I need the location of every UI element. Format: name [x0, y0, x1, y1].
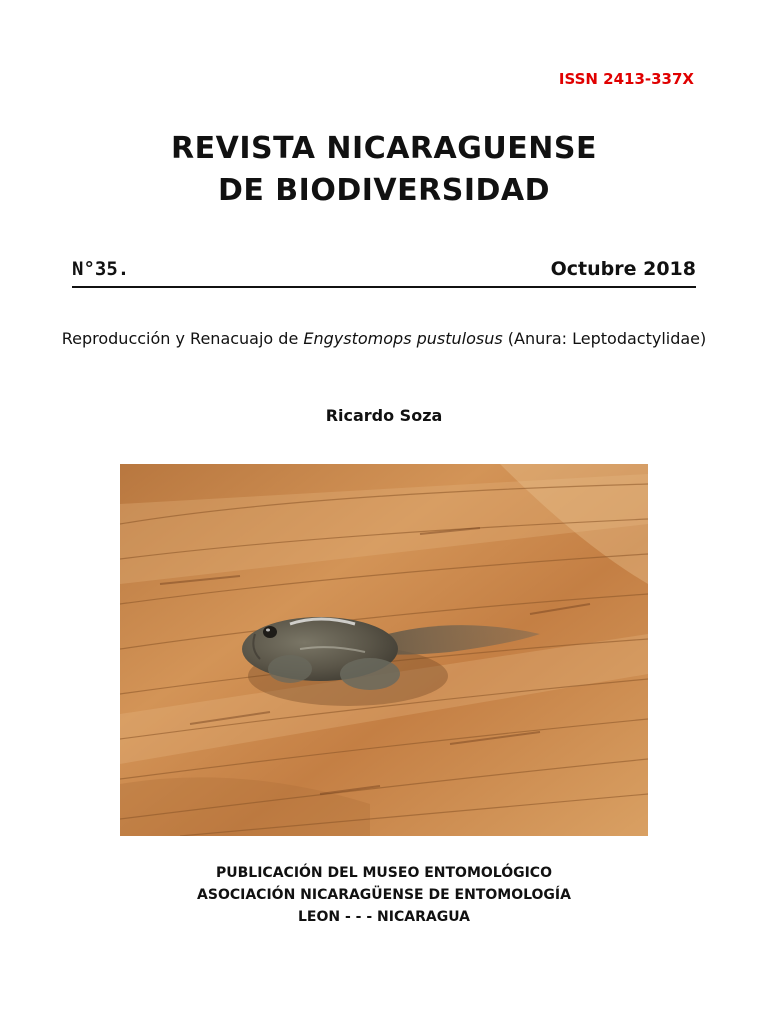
author-name: Ricardo Soza	[325, 406, 443, 425]
journal-title-line-2: DE BIODIVERSIDAD	[217, 173, 551, 208]
article-title-suffix: (Anura: Leptodactylidae)	[502, 329, 707, 348]
article-title	[60, 328, 708, 350]
journal-title-line-1: REVISTA NICARAGUENSE	[171, 131, 597, 166]
cover-photo	[120, 464, 648, 836]
issn-label: ISSN 2413-337X	[558, 70, 694, 88]
publisher-line-2: ASOCIACIÓN NICARAGÜENSE DE ENTOMOLOGÍA	[197, 887, 571, 903]
publisher-line-3: LEON - - - NICARAGUA	[298, 909, 470, 925]
issue-bar	[72, 258, 696, 288]
issue-number: N°35.	[72, 258, 130, 280]
publisher-line-1: PUBLICACIÓN DEL MUSEO ENTOMOLÓGICO	[216, 865, 552, 881]
issue-date: Octubre 2018	[550, 258, 696, 280]
publisher-block	[0, 862, 768, 928]
article-title-prefix: Reproducción y Renacuajo de	[61, 329, 304, 348]
tadpole-photo-illustration	[120, 464, 648, 836]
article-title-species: Engystomops pustulosus	[303, 329, 503, 348]
journal-title	[0, 128, 768, 212]
